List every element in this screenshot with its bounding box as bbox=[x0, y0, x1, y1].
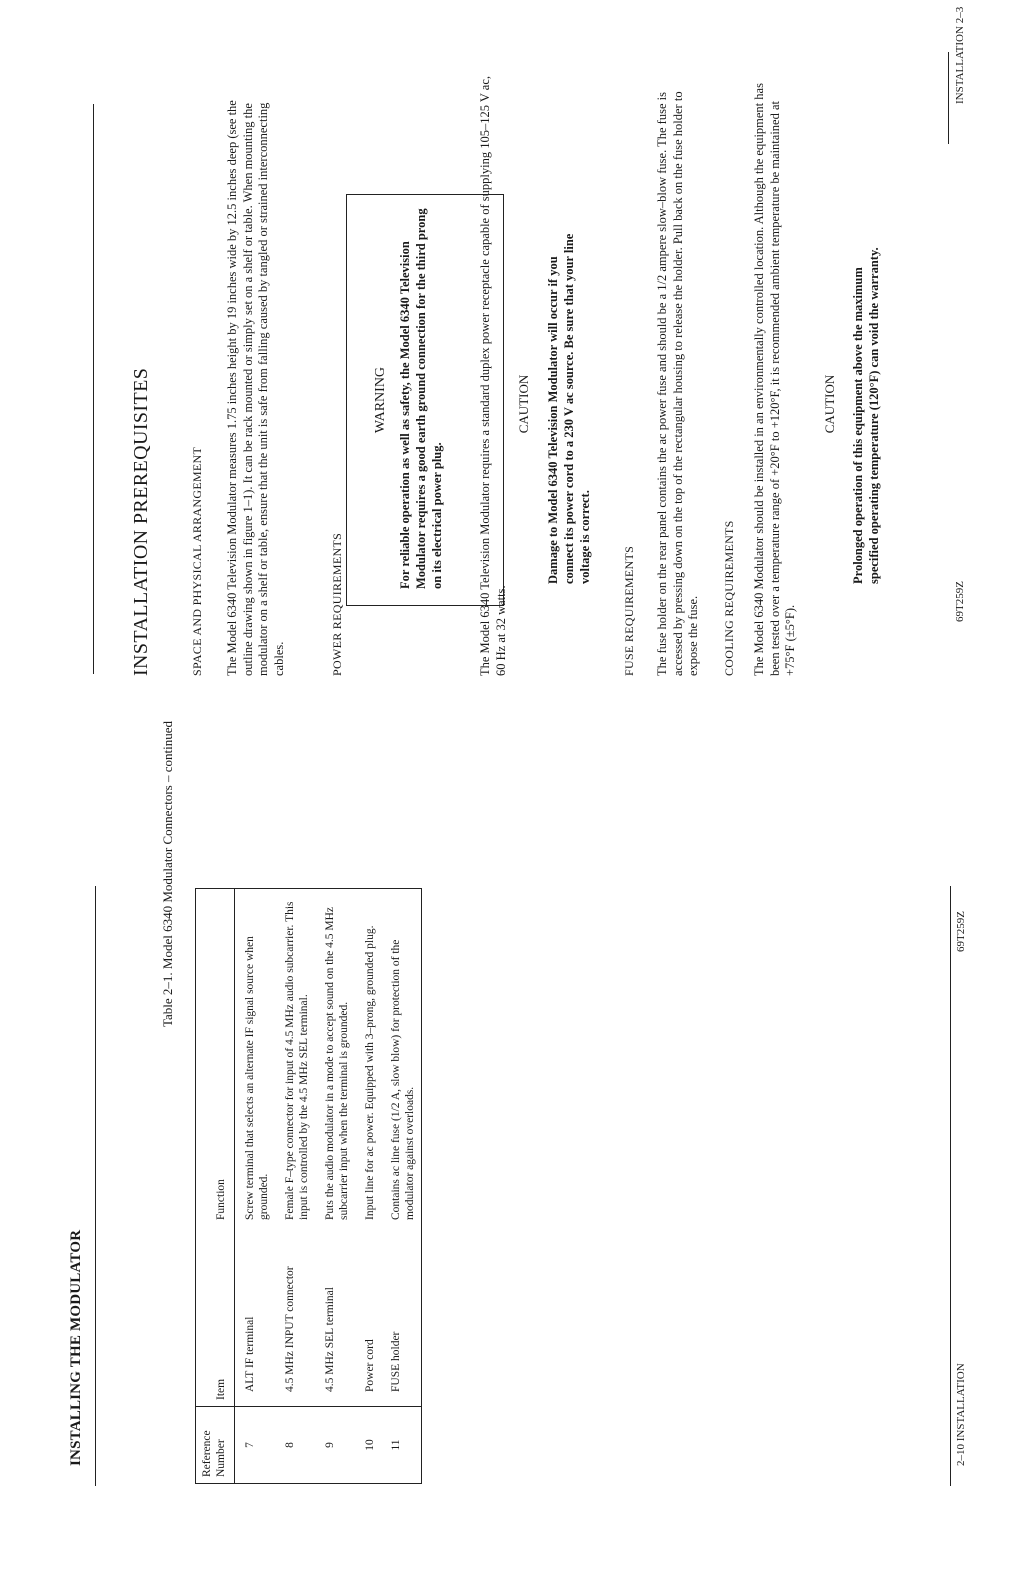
column-header-function: Function bbox=[196, 889, 235, 1227]
warning-text: For reliable operation as well as safety, the Model 6340 Television Modulator requires a good earth ground connection for the third prong on its electrical power plug. bbox=[398, 208, 444, 589]
right-footer-rule bbox=[948, 52, 949, 144]
item-cell: ALT IF terminal bbox=[244, 1316, 256, 1392]
caution-title-cooling: CAUTION bbox=[822, 374, 837, 434]
right-footer-doc-id: 69T259Z bbox=[954, 581, 966, 622]
paragraph-cooling: The Model 6340 Modulator should be installed in an environmentally controlled location. Although the equipment has been tested over a temperature range of +20°F to +120°F, it is recommended ambient temperature be maintained at +75°F (±5°F). bbox=[752, 83, 797, 676]
table-caption: Table 2–1. Model 6340 Modulator Connectors – continued bbox=[160, 721, 175, 1027]
table-row bbox=[355, 889, 381, 1484]
table-header-row bbox=[196, 889, 235, 1484]
function-cell: Screw terminal that selects an alternate IF signal source when grounded. bbox=[244, 936, 270, 1220]
ref-cell: 7 bbox=[235, 1407, 276, 1484]
heading-space: SPACE AND PHYSICAL ARRANGEMENT bbox=[190, 446, 204, 676]
left-header-rule bbox=[95, 886, 96, 1486]
table-row bbox=[235, 889, 276, 1484]
heading-fuse: FUSE REQUIREMENTS bbox=[622, 545, 636, 676]
left-footer-page-number: 2–10 INSTALLATION bbox=[955, 1363, 967, 1466]
table-row bbox=[275, 889, 315, 1484]
table-row bbox=[381, 889, 422, 1484]
warning-title: WARNING bbox=[373, 366, 388, 434]
ref-cell: 8 bbox=[275, 1407, 315, 1484]
column-header-item: Item bbox=[196, 1226, 235, 1407]
connectors-table bbox=[195, 888, 422, 1484]
function-cell: Female F–type connector for input of 4.5 MHz audio subcarrier. This input is controlled by the 4.5 MHz SEL terminal. bbox=[284, 901, 310, 1220]
paragraph-fuse: The fuse holder on the rear panel contains the ac power fuse and should be a 1/2 ampere slow–blow fuse. The fuse is accessed by pressing down on the top of the rectangular housing to release the holder. Pull back on the fuse holder to expose the fuse. bbox=[655, 91, 700, 676]
left-footer-rule bbox=[950, 886, 951, 1486]
ref-cell: 11 bbox=[381, 1407, 422, 1484]
item-cell: FUSE holder bbox=[390, 1331, 402, 1392]
item-cell: Power cord bbox=[364, 1339, 376, 1392]
function-cell: Input line for ac power. Equipped with 3–prong, grounded plug. bbox=[364, 925, 376, 1220]
table-row bbox=[315, 889, 355, 1484]
heading-cooling: COOLING REQUIREMENTS bbox=[722, 520, 736, 676]
page-title: INSTALLATION PREREQUISITES bbox=[130, 367, 152, 676]
function-cell: Contains ac line fuse (1/2 A, slow blow) for protection of the modulator against overloads. bbox=[390, 939, 416, 1220]
item-cell: 4.5 MHz INPUT connector bbox=[284, 1266, 296, 1392]
right-header-rule bbox=[93, 104, 94, 674]
function-cell: Puts the audio modulator in a mode to accept sound on the 4.5 MHz subcarrier input when the terminal is grounded. bbox=[324, 907, 350, 1220]
paragraph-space: The Model 6340 Television Modulator measures 1.75 inches height by 19 inches wide by 12.5 inches deep (see the outline drawing shown in figure 1–1). It can be rack mounted or simply set on a shelf or table. When mounting the modulator on a shelf or table, ensure that the unit is safe from falling caused by tangled or strained interconnecting cables. bbox=[225, 100, 286, 676]
ref-cell: 10 bbox=[355, 1407, 381, 1484]
left-running-head: INSTALLING THE MODULATOR bbox=[68, 1229, 84, 1466]
caution-text-power: Damage to Model 6340 Television Modulator will occur if you connect its power cord to a 230 V ac source. Be sure that your line voltage is correct. bbox=[546, 233, 592, 584]
heading-power: POWER REQUIREMENTS bbox=[330, 532, 344, 676]
ref-cell: 9 bbox=[315, 1407, 355, 1484]
right-footer-page-number: INSTALLATION 2–3 bbox=[954, 6, 966, 104]
column-header-reference: Reference Number bbox=[196, 1407, 235, 1484]
item-cell: 4.5 MHz SEL terminal bbox=[324, 1287, 336, 1392]
left-footer-doc-id: 69T259Z bbox=[955, 911, 967, 952]
caution-text-cooling: Prolonged operation of this equipment above the maximum specified operating temperature (120°F) can void the warranty. bbox=[851, 247, 881, 584]
paragraph-power: The Model 6340 Television Modulator requires a standard duplex power receptacle capable of supplying 105–125 V ac, 60 Hz at 32 watts. bbox=[478, 76, 508, 676]
caution-title-power: CAUTION bbox=[516, 374, 531, 434]
